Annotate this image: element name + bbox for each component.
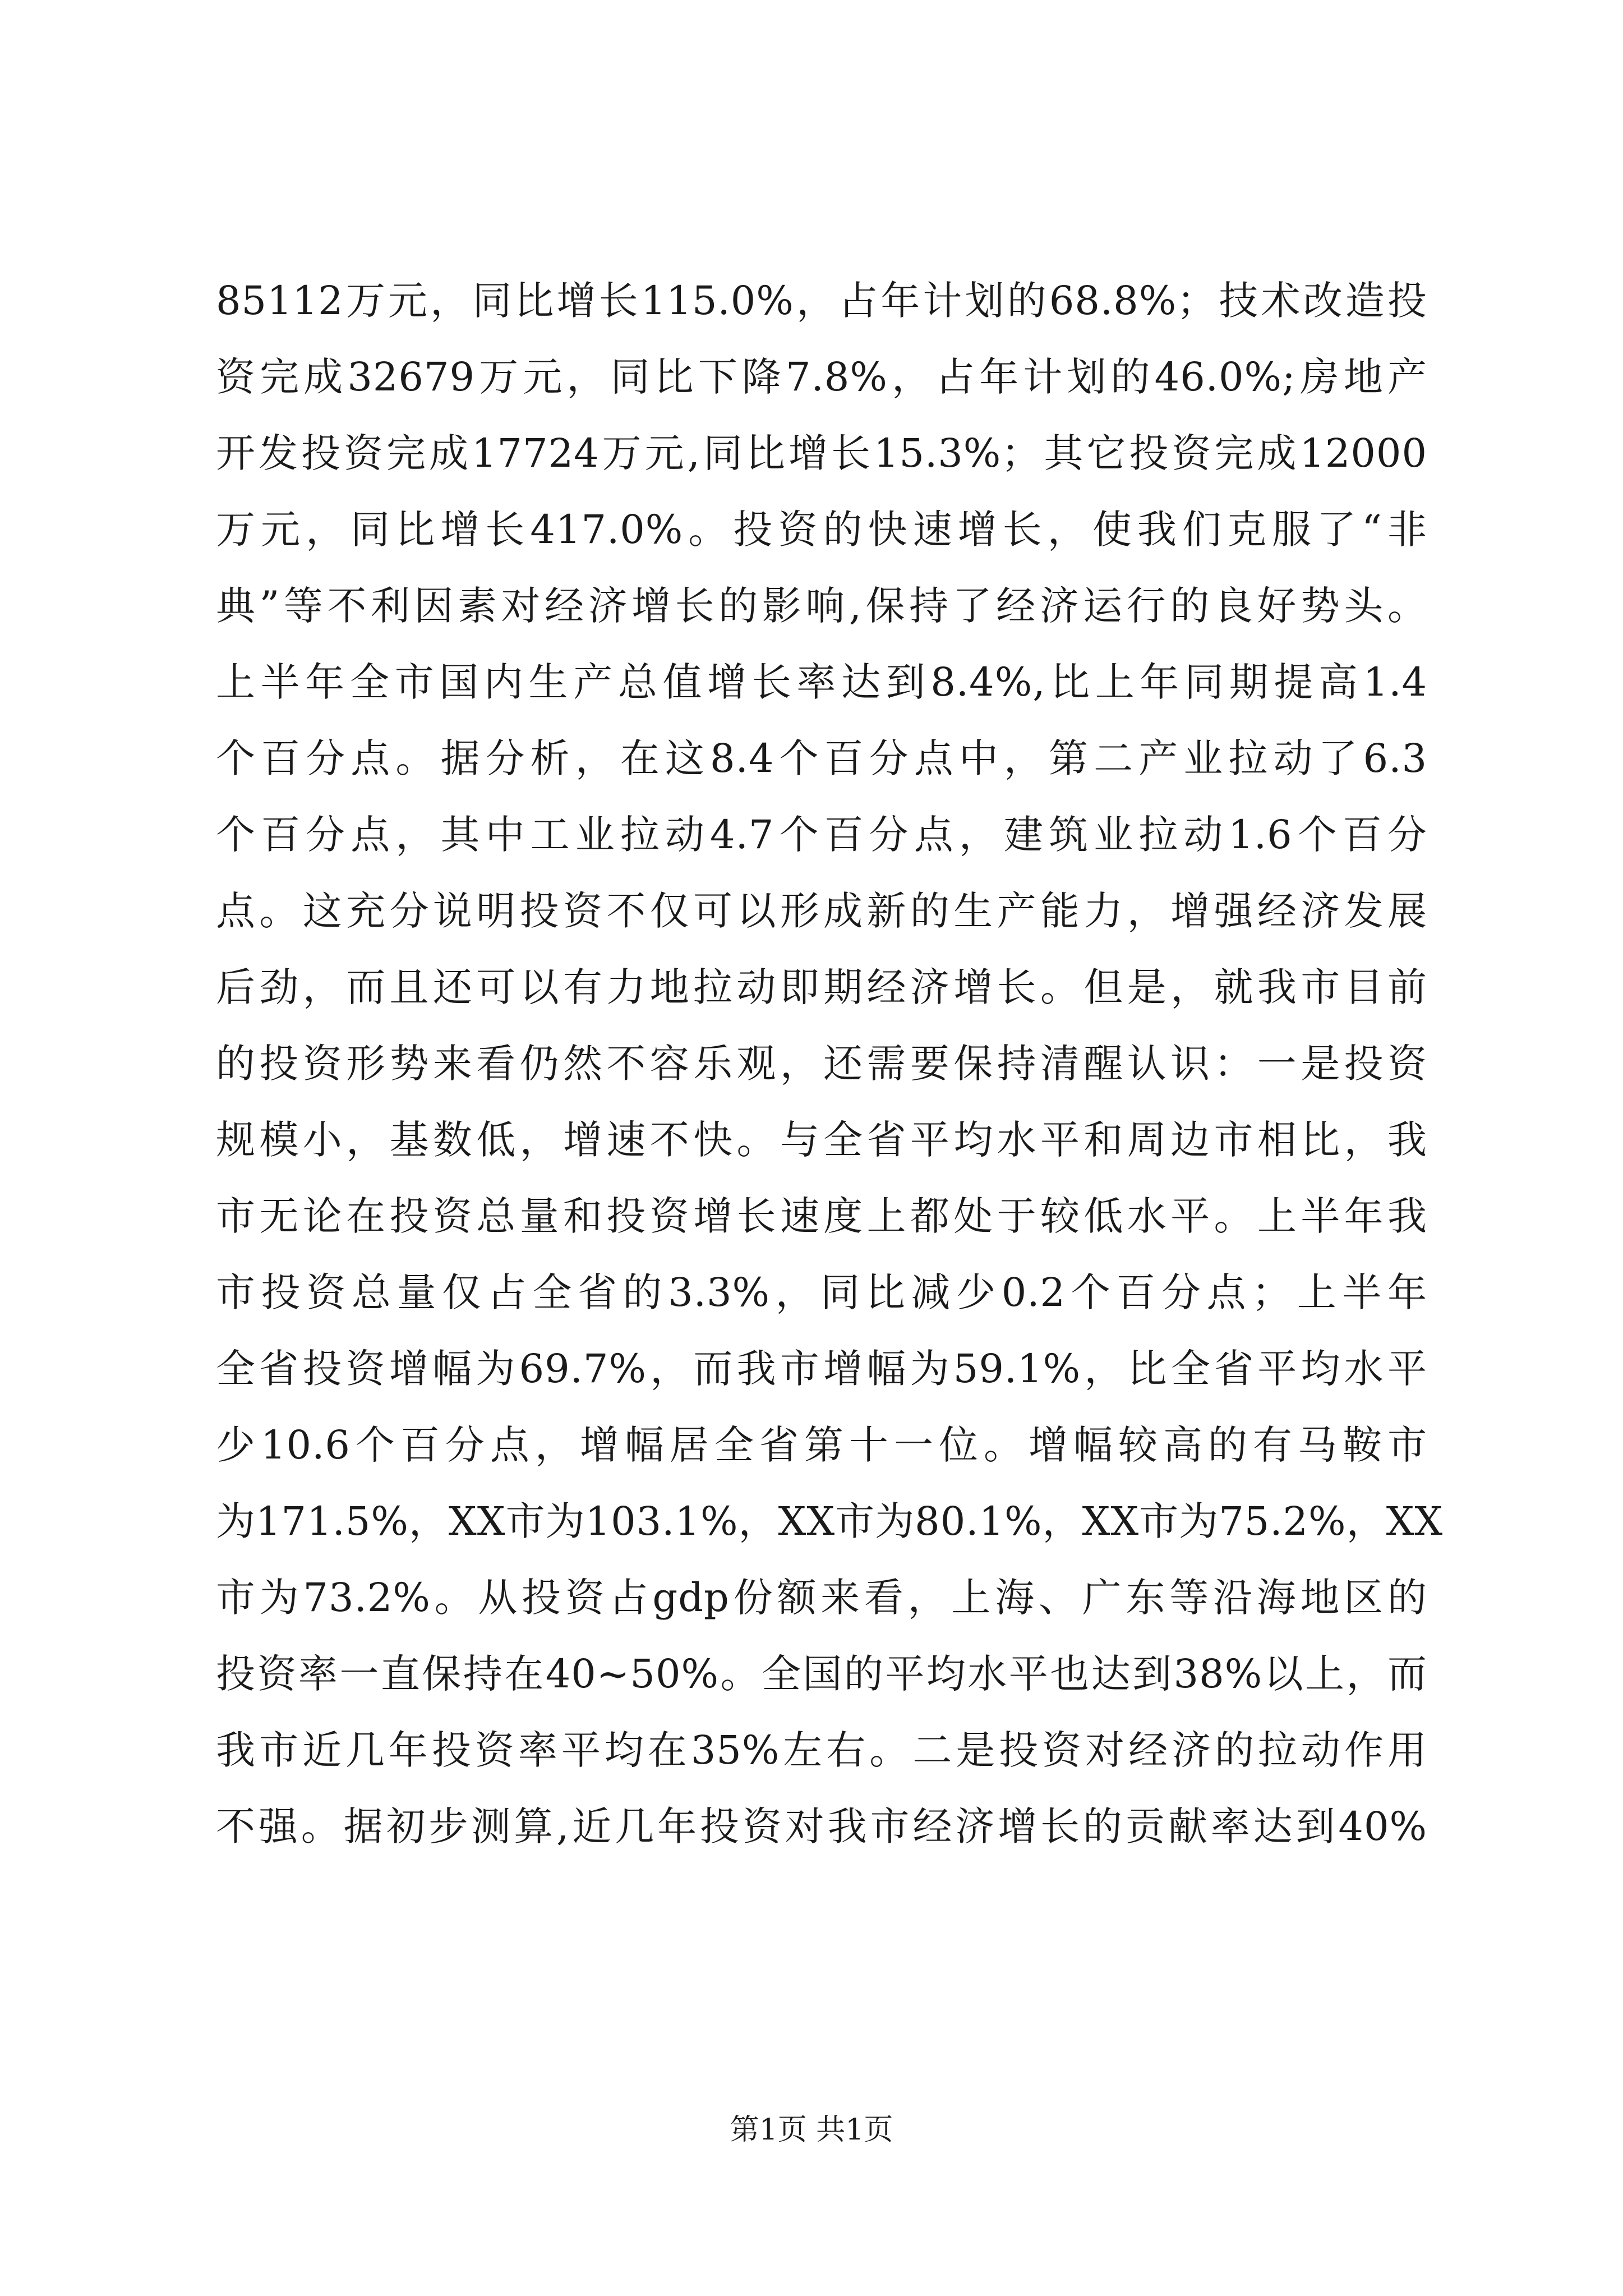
text-line: 不强。据初步测算,近几年投资对我市经济增长的贡献率达到40% xyxy=(216,1803,1427,1849)
body-text xyxy=(216,263,1444,1865)
text-line: 个百分点。据分析，在这8.4个百分点中，第二产业拉动了6.3 xyxy=(216,735,1427,781)
page-footer: 第1页 共1页 xyxy=(730,2113,893,2147)
text-line: 投资率一直保持在40~50%。全国的平均水平也达到38%以上，而 xyxy=(216,1651,1427,1697)
text-line: 85112万元，同比增长115.0%，占年计划的68.8%；技术改造投 xyxy=(216,278,1427,324)
text-line: 全省投资增幅为69.7%，而我市增幅为59.1%，比全省平均水平 xyxy=(216,1346,1427,1392)
text-line: 我市近几年投资率平均在35%左右。二是投资对经济的拉动作用 xyxy=(216,1727,1427,1773)
text-line: 后劲，而且还可以有力地拉动即期经济增长。但是，就我市目前 xyxy=(216,964,1427,1010)
text-line: 的投资形势来看仍然不容乐观，还需要保持清醒认识：一是投资 xyxy=(216,1041,1427,1087)
text-line: 规模小，基数低，增速不快。与全省平均水平和周边市相比，我 xyxy=(216,1117,1427,1163)
text-line: 万元，同比增长417.0%。投资的快速增长，使我们克服了“非 xyxy=(216,507,1427,553)
text-line: 市投资总量仅占全省的3.3%，同比减少0.2个百分点；上半年 xyxy=(216,1269,1427,1315)
text-line: 典”等不利因素对经济增长的影响,保持了经济运行的良好势头。 xyxy=(216,583,1427,629)
text-line: 点。这充分说明投资不仅可以形成新的生产能力，增强经济发展 xyxy=(216,888,1427,934)
text-line: 个百分点，其中工业拉动4.7个百分点，建筑业拉动1.6个百分 xyxy=(216,812,1427,858)
text-line: 为171.5%，XX市为103.1%，XX市为80.1%，XX市为75.2%，XX xyxy=(216,1498,1444,1544)
text-line: 上半年全市国内生产总值增长率达到8.4%,比上年同期提高1.4 xyxy=(216,659,1427,705)
text-line: 开发投资完成17724万元,同比增长15.3%；其它投资完成12000 xyxy=(216,430,1427,476)
text-line: 市为73.2%。从投资占gdp份额来看，上海、广东等沿海地区的 xyxy=(216,1575,1427,1621)
text-line: 少10.6个百分点，增幅居全省第十一位。增幅较高的有马鞍市 xyxy=(216,1422,1427,1468)
text-line: 资完成32679万元，同比下降7.8%，占年计划的46.0%;房地产 xyxy=(216,354,1427,400)
text-line: 市无论在投资总量和投资增长速度上都处于较低水平。上半年我 xyxy=(216,1193,1427,1239)
